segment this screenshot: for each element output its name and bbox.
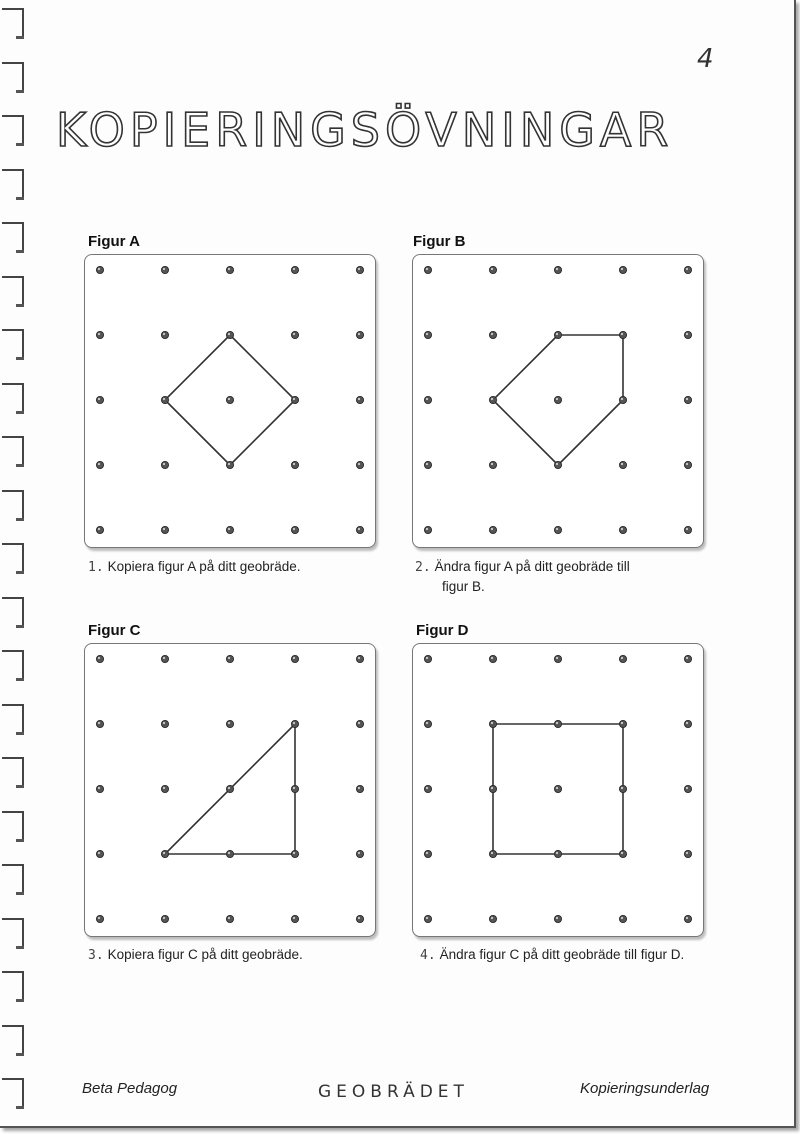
peg-highlight xyxy=(621,333,623,335)
binding-ring xyxy=(2,383,28,421)
peg-highlight xyxy=(491,722,493,724)
peg xyxy=(356,396,363,403)
peg xyxy=(424,850,431,857)
peg xyxy=(291,655,298,662)
peg xyxy=(489,915,496,922)
binding-ring xyxy=(2,329,28,367)
peg xyxy=(619,785,626,792)
peg-highlight xyxy=(228,528,230,530)
peg-highlight xyxy=(358,917,360,919)
instruction-1-text: Kopiera figur A på ditt geobräde. xyxy=(107,559,301,574)
peg-highlight xyxy=(358,787,360,789)
peg-highlight xyxy=(686,852,688,854)
peg xyxy=(356,915,363,922)
peg-highlight xyxy=(163,657,165,659)
peg-highlight xyxy=(426,852,428,854)
binding-ring xyxy=(2,62,28,100)
instruction-4-text: Ändra figur C på ditt geobräde till figur D. xyxy=(439,947,685,962)
peg xyxy=(554,850,561,857)
peg xyxy=(96,461,103,468)
figure-b-label: Figur B xyxy=(413,233,466,250)
peg xyxy=(619,915,626,922)
figure-d-label: Figur D xyxy=(416,622,469,639)
peg xyxy=(356,526,363,533)
binding-ring xyxy=(2,1025,28,1063)
peg-highlight xyxy=(686,333,688,335)
peg-highlight xyxy=(163,787,165,789)
peg xyxy=(291,266,298,273)
peg-highlight xyxy=(98,528,100,530)
peg-highlight xyxy=(98,852,100,854)
peg xyxy=(489,850,496,857)
peg xyxy=(356,461,363,468)
peg xyxy=(96,850,103,857)
binding-ring xyxy=(2,1078,28,1116)
peg-highlight xyxy=(293,852,295,854)
instruction-1-number: 1. xyxy=(88,560,104,575)
peg-highlight xyxy=(621,852,623,854)
peg xyxy=(161,720,168,727)
instruction-3-number: 3. xyxy=(88,948,104,963)
peg xyxy=(226,461,233,468)
peg xyxy=(161,915,168,922)
footer-publisher: Beta Pedagog xyxy=(82,1080,178,1097)
peg-highlight xyxy=(228,852,230,854)
peg-highlight xyxy=(491,268,493,270)
peg-highlight xyxy=(98,268,100,270)
peg-highlight xyxy=(491,333,493,335)
peg-highlight xyxy=(358,398,360,400)
peg-highlight xyxy=(228,463,230,465)
peg-highlight xyxy=(426,398,428,400)
peg xyxy=(684,850,691,857)
peg xyxy=(619,461,626,468)
spiral-binding xyxy=(0,0,40,1126)
page-title xyxy=(56,100,746,160)
binding-ring xyxy=(2,490,28,528)
peg xyxy=(489,720,496,727)
peg-highlight xyxy=(228,268,230,270)
peg-highlight xyxy=(358,528,360,530)
peg xyxy=(356,331,363,338)
peg xyxy=(619,526,626,533)
figure-a-label: Figur A xyxy=(88,233,140,250)
peg xyxy=(96,396,103,403)
binding-ring xyxy=(2,222,28,260)
peg xyxy=(489,785,496,792)
peg xyxy=(619,655,626,662)
peg xyxy=(684,266,691,273)
peg-highlight xyxy=(621,917,623,919)
binding-ring xyxy=(2,597,28,635)
peg xyxy=(554,526,561,533)
peg-highlight xyxy=(228,398,230,400)
footer-type: Kopieringsunderlag xyxy=(580,1080,710,1097)
peg-highlight xyxy=(686,463,688,465)
peg xyxy=(619,720,626,727)
peg xyxy=(424,785,431,792)
peg-highlight xyxy=(556,333,558,335)
peg-highlight xyxy=(98,722,100,724)
peg-highlight xyxy=(228,657,230,659)
peg xyxy=(489,461,496,468)
peg-highlight xyxy=(293,528,295,530)
peg xyxy=(424,915,431,922)
peg-highlight xyxy=(426,528,428,530)
peg xyxy=(619,331,626,338)
peg xyxy=(489,396,496,403)
peg xyxy=(291,915,298,922)
peg xyxy=(96,266,103,273)
peg xyxy=(489,655,496,662)
geoboard-figure-c xyxy=(84,643,376,937)
peg-highlight xyxy=(556,917,558,919)
peg xyxy=(684,720,691,727)
peg xyxy=(619,396,626,403)
peg xyxy=(291,526,298,533)
peg xyxy=(554,720,561,727)
instruction-2-text: Ändra figur A på ditt geobräde till xyxy=(434,559,630,574)
peg xyxy=(356,785,363,792)
binding-ring xyxy=(2,169,28,207)
peg xyxy=(356,850,363,857)
peg xyxy=(226,655,233,662)
peg-highlight xyxy=(426,917,428,919)
peg-highlight xyxy=(293,333,295,335)
peg xyxy=(226,850,233,857)
geoboard-figure-d xyxy=(412,643,704,937)
peg xyxy=(489,266,496,273)
peg xyxy=(291,720,298,727)
peg-highlight xyxy=(491,398,493,400)
peg xyxy=(96,785,103,792)
peg xyxy=(554,461,561,468)
peg xyxy=(291,396,298,403)
peg-highlight xyxy=(491,463,493,465)
peg xyxy=(96,720,103,727)
peg-highlight xyxy=(426,657,428,659)
page-number: 4 xyxy=(697,44,714,74)
instruction-1 xyxy=(88,557,388,577)
peg-highlight xyxy=(491,528,493,530)
peg xyxy=(424,720,431,727)
peg-highlight xyxy=(293,722,295,724)
peg-highlight xyxy=(163,917,165,919)
peg xyxy=(161,655,168,662)
binding-ring xyxy=(2,115,28,153)
peg xyxy=(356,266,363,273)
peg-highlight xyxy=(556,463,558,465)
peg xyxy=(356,720,363,727)
geoboard-d-svg xyxy=(413,644,703,936)
peg-highlight xyxy=(556,722,558,724)
peg xyxy=(619,850,626,857)
peg xyxy=(356,655,363,662)
peg-highlight xyxy=(293,787,295,789)
peg-highlight xyxy=(163,398,165,400)
peg xyxy=(554,266,561,273)
peg xyxy=(619,266,626,273)
peg-highlight xyxy=(556,852,558,854)
peg xyxy=(554,655,561,662)
peg-highlight xyxy=(686,722,688,724)
peg xyxy=(226,915,233,922)
peg-highlight xyxy=(426,268,428,270)
peg xyxy=(489,331,496,338)
peg-highlight xyxy=(621,528,623,530)
peg-highlight xyxy=(228,333,230,335)
geoboard-c-svg xyxy=(85,644,375,936)
peg-highlight xyxy=(621,463,623,465)
binding-ring xyxy=(2,811,28,849)
peg xyxy=(554,331,561,338)
peg-highlight xyxy=(686,657,688,659)
binding-ring xyxy=(2,864,28,902)
instruction-2-number: 2. xyxy=(415,560,431,575)
peg xyxy=(96,331,103,338)
geoboard-a-svg xyxy=(85,255,375,547)
geoboard-figure-a xyxy=(84,254,376,548)
peg-highlight xyxy=(686,917,688,919)
peg-highlight xyxy=(426,463,428,465)
peg xyxy=(291,850,298,857)
peg xyxy=(424,526,431,533)
peg-highlight xyxy=(163,268,165,270)
binding-ring xyxy=(2,757,28,795)
peg-highlight xyxy=(686,268,688,270)
peg-highlight xyxy=(686,398,688,400)
peg-highlight xyxy=(163,463,165,465)
peg-highlight xyxy=(426,787,428,789)
binding-ring xyxy=(2,971,28,1009)
peg xyxy=(684,396,691,403)
peg-highlight xyxy=(556,398,558,400)
geoboard-b-svg xyxy=(413,255,703,547)
peg-highlight xyxy=(293,463,295,465)
peg xyxy=(161,396,168,403)
peg-highlight xyxy=(98,333,100,335)
peg xyxy=(424,396,431,403)
peg-highlight xyxy=(293,398,295,400)
peg-highlight xyxy=(556,528,558,530)
peg xyxy=(226,526,233,533)
peg xyxy=(161,850,168,857)
peg xyxy=(684,915,691,922)
instruction-4 xyxy=(420,945,750,965)
peg xyxy=(161,266,168,273)
peg xyxy=(96,915,103,922)
binding-ring xyxy=(2,704,28,742)
peg-highlight xyxy=(228,787,230,789)
binding-ring xyxy=(2,8,28,46)
peg xyxy=(96,655,103,662)
figure-c-label: Figur C xyxy=(88,622,141,639)
peg-highlight xyxy=(621,398,623,400)
peg-highlight xyxy=(228,722,230,724)
peg-highlight xyxy=(98,398,100,400)
peg-highlight xyxy=(556,657,558,659)
peg-highlight xyxy=(358,268,360,270)
peg xyxy=(554,915,561,922)
instruction-2 xyxy=(415,557,715,596)
footer-title: GEOBRÄDET xyxy=(318,1082,469,1102)
peg xyxy=(424,266,431,273)
peg-highlight xyxy=(293,268,295,270)
peg xyxy=(226,785,233,792)
peg-highlight xyxy=(556,268,558,270)
instruction-3 xyxy=(88,945,388,965)
peg xyxy=(96,526,103,533)
peg-highlight xyxy=(426,722,428,724)
peg-highlight xyxy=(491,657,493,659)
binding-ring xyxy=(2,276,28,314)
peg-highlight xyxy=(293,657,295,659)
peg-highlight xyxy=(686,528,688,530)
peg xyxy=(684,461,691,468)
binding-ring xyxy=(2,650,28,688)
peg-highlight xyxy=(228,917,230,919)
peg-highlight xyxy=(621,722,623,724)
peg-highlight xyxy=(686,787,688,789)
peg-highlight xyxy=(491,852,493,854)
peg-highlight xyxy=(358,333,360,335)
peg-highlight xyxy=(358,722,360,724)
peg xyxy=(554,785,561,792)
peg-highlight xyxy=(621,657,623,659)
peg-highlight xyxy=(358,852,360,854)
instruction-2-text-cont: figur B. xyxy=(442,579,485,594)
peg-highlight xyxy=(163,528,165,530)
geoboard-figure-b xyxy=(412,254,704,548)
peg-highlight xyxy=(163,852,165,854)
peg xyxy=(161,785,168,792)
peg xyxy=(684,331,691,338)
peg xyxy=(684,526,691,533)
peg xyxy=(161,461,168,468)
peg-highlight xyxy=(98,463,100,465)
peg-highlight xyxy=(98,787,100,789)
peg-highlight xyxy=(293,917,295,919)
peg xyxy=(226,266,233,273)
page-title-text: KOPIERINGSÖVNINGAR xyxy=(56,103,674,157)
peg-highlight xyxy=(621,268,623,270)
peg-highlight xyxy=(358,463,360,465)
peg xyxy=(226,331,233,338)
peg xyxy=(684,655,691,662)
peg xyxy=(291,331,298,338)
binding-ring xyxy=(2,543,28,581)
peg xyxy=(424,461,431,468)
peg xyxy=(684,785,691,792)
peg xyxy=(291,461,298,468)
peg-highlight xyxy=(491,917,493,919)
peg-highlight xyxy=(98,657,100,659)
peg xyxy=(554,396,561,403)
instruction-3-text: Kopiera figur C på ditt geobräde. xyxy=(107,947,303,962)
peg-highlight xyxy=(556,787,558,789)
binding-ring xyxy=(2,436,28,474)
peg-highlight xyxy=(426,333,428,335)
instruction-4-number: 4. xyxy=(420,948,436,963)
peg xyxy=(161,331,168,338)
peg xyxy=(424,331,431,338)
binding-ring xyxy=(2,918,28,956)
peg-highlight xyxy=(163,722,165,724)
peg-highlight xyxy=(358,657,360,659)
peg xyxy=(489,526,496,533)
peg xyxy=(161,526,168,533)
peg-highlight xyxy=(98,917,100,919)
peg xyxy=(226,720,233,727)
peg-highlight xyxy=(621,787,623,789)
peg-highlight xyxy=(491,787,493,789)
peg-highlight xyxy=(163,333,165,335)
peg xyxy=(424,655,431,662)
peg xyxy=(226,396,233,403)
peg xyxy=(291,785,298,792)
